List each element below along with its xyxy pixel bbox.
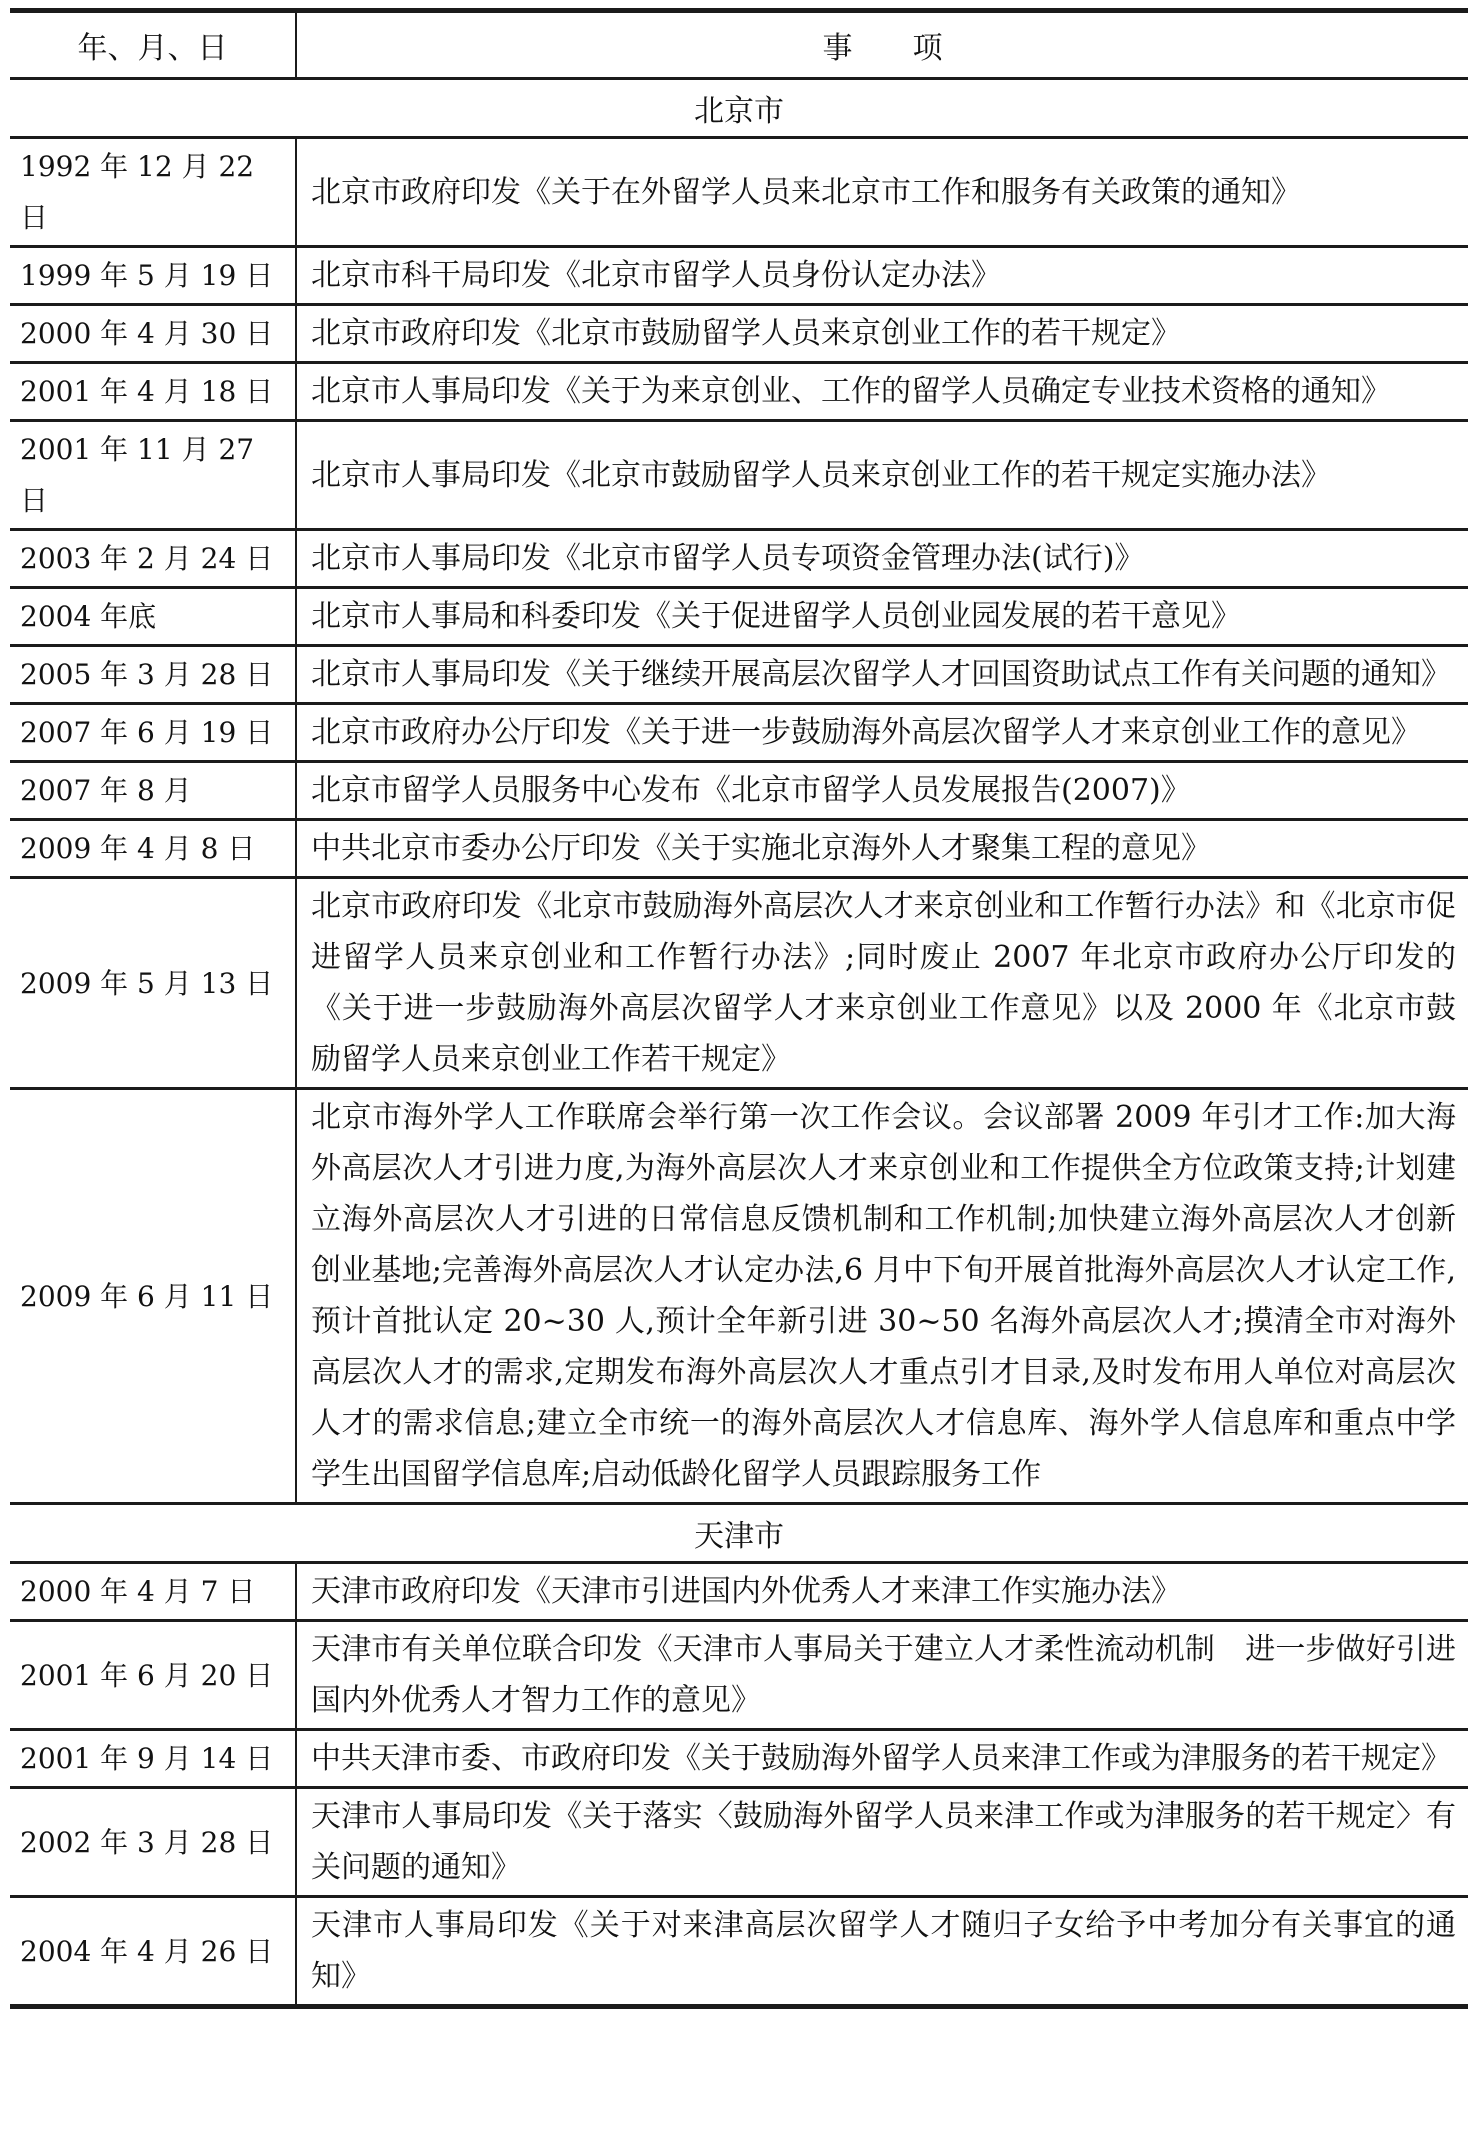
event-text: 北京市科干局印发《北京市留学人员身份认定办法》: [311, 258, 1001, 293]
event-text: 中共天津市委、市政府印发《关于鼓励海外留学人员来津工作或为津服务的若干规定》: [311, 1741, 1451, 1776]
event-text: 北京市政府印发《关于在外留学人员来北京市工作和服务有关政策的通知》: [311, 174, 1301, 210]
event-text: 天津市人事局印发《关于落实〈鼓励海外留学人员来津工作或为津服务的若干规定〉有关问题的通知》: [311, 1799, 1456, 1885]
event-cell: [297, 306, 1468, 361]
date-cell: 2009 年 4 月 8 日: [10, 821, 297, 876]
event-cell: [297, 364, 1468, 419]
event-cell: [297, 1789, 1468, 1895]
event-text: 北京市人事局印发《北京市留学人员专项资金管理办法(试行)》: [311, 541, 1145, 576]
event-cell: [297, 1898, 1468, 2004]
date-cell: 2000 年 4 月 30 日: [10, 306, 297, 361]
table-row: [10, 705, 1468, 763]
date-cell: 2001 年 11 月 27 日: [10, 422, 297, 528]
table-row: [10, 589, 1468, 647]
event-cell: [297, 763, 1468, 818]
date-cell: 2000 年 4 月 7 日: [10, 1564, 297, 1619]
event-cell: [297, 647, 1468, 702]
event-cell: [297, 821, 1468, 876]
header-date-column: 年、月、日: [10, 13, 297, 77]
event-cell: [297, 1622, 1468, 1728]
section-header-tianjin: 天津市: [10, 1505, 1468, 1564]
event-cell: [297, 531, 1468, 586]
date-cell: 2009 年 6 月 11 日: [10, 1090, 297, 1502]
event-text: 北京市留学人员服务中心发布《北京市留学人员发展报告(2007)》: [311, 773, 1191, 808]
date-cell: 2001 年 9 月 14 日: [10, 1731, 297, 1786]
event-cell: [297, 248, 1468, 303]
event-text: 北京市政府办公厅印发《关于进一步鼓励海外高层次留学人才来京创业工作的意见》: [311, 715, 1421, 750]
date-cell: 2001 年 4 月 18 日: [10, 364, 297, 419]
policy-timeline-table: [10, 8, 1468, 2009]
event-text: 天津市有关单位联合印发《天津市人事局关于建立人才柔性流动机制 进一步做好引进国内外优秀人才智力工作的意见》: [311, 1632, 1456, 1718]
date-cell: 2007 年 8 月: [10, 763, 297, 818]
date-cell: 1999 年 5 月 19 日: [10, 248, 297, 303]
table-row: [10, 531, 1468, 589]
event-text: 北京市海外学人工作联席会举行第一次工作会议。会议部署 2009 年引才工作:加大海外高层次人才引进力度,为海外高层次人才来京创业和工作提供全方位政策支持;计划建立海外高层次人才引进的日常信息反馈机制和工作机制;加快建立海外高层次人才创新创业基地;完善海外高层次人才认定办法,6 月中下旬开展首批海外高层次人才认定工作,预计首批认定 20~30 人,预计全年新引进 30~50 名海外高层次人才;摸清全市对海外高层次人才的需求,定期发布海外高层次人才重点引才目录,及时发布用人单位对高层次人才的需求信息;建立全市统一的海外高层次人才信息库、海外学人信息库和重点中学学生出国留学信息库;启动低龄化留学人员跟踪服务工作: [311, 1100, 1456, 1492]
event-text: 北京市政府印发《北京市鼓励留学人员来京创业工作的若干规定》: [311, 316, 1181, 351]
section-header-beijing: 北京市: [10, 80, 1468, 139]
event-cell: [297, 879, 1468, 1087]
table-row: [10, 1789, 1468, 1898]
date-cell: 2007 年 6 月 19 日: [10, 705, 297, 760]
table-row: [10, 1090, 1468, 1505]
date-cell: 2009 年 5 月 13 日: [10, 879, 297, 1087]
event-text: 北京市人事局印发《北京市鼓励留学人员来京创业工作的若干规定实施办法》: [311, 457, 1331, 493]
event-text: 北京市人事局印发《关于继续开展高层次留学人才回国资助试点工作有关问题的通知》: [311, 657, 1451, 692]
date-cell: 2005 年 3 月 28 日: [10, 647, 297, 702]
table-row: [10, 763, 1468, 821]
event-cell: [297, 1090, 1468, 1502]
header-event-column: 事 项: [822, 31, 943, 66]
event-cell: [297, 1731, 1468, 1786]
date-cell: 2004 年 4 月 26 日: [10, 1898, 297, 2004]
event-text: 北京市人事局和科委印发《关于促进留学人员创业园发展的若干意见》: [311, 599, 1241, 634]
event-text: 天津市人事局印发《关于对来津高层次留学人才随归子女给予中考加分有关事宜的通知》: [311, 1908, 1456, 1994]
table-row: [10, 139, 1468, 248]
table-row: [10, 1898, 1468, 2004]
table-row: [10, 1564, 1468, 1622]
table-row: [10, 879, 1468, 1090]
table-row: [10, 1731, 1468, 1789]
date-cell: 2001 年 6 月 20 日: [10, 1622, 297, 1728]
date-cell: 1992 年 12 月 22 日: [10, 139, 297, 245]
event-cell: [297, 1564, 1468, 1619]
table-row: [10, 364, 1468, 422]
event-text: 北京市人事局印发《关于为来京创业、工作的留学人员确定专业技术资格的通知》: [311, 374, 1391, 409]
date-cell: 2003 年 2 月 24 日: [10, 531, 297, 586]
date-cell: 2004 年底: [10, 589, 297, 644]
event-text: 中共北京市委办公厅印发《关于实施北京海外人才聚集工程的意见》: [311, 831, 1211, 866]
table-header-row: [10, 13, 1468, 80]
table-row: [10, 248, 1468, 306]
date-cell: 2002 年 3 月 28 日: [10, 1789, 297, 1895]
event-cell: [297, 139, 1468, 245]
event-cell: [297, 705, 1468, 760]
table-row: [10, 821, 1468, 879]
event-text: 北京市政府印发《北京市鼓励海外高层次人才来京创业和工作暂行办法》和《北京市促进留学人员来京创业和工作暂行办法》;同时废止 2007 年北京市政府办公厅印发的《关于进一步鼓励海外高层次留学人才来京创业工作意见》以及 2000 年《北京市鼓励留学人员来京创业工作若干规定》: [311, 889, 1456, 1077]
table-row: [10, 1622, 1468, 1731]
event-text: 天津市政府印发《天津市引进国内外优秀人才来津工作实施办法》: [311, 1574, 1181, 1609]
event-cell: [297, 422, 1468, 528]
table-row: [10, 647, 1468, 705]
event-cell: [297, 589, 1468, 644]
table-row: [10, 306, 1468, 364]
table-row: [10, 422, 1468, 531]
